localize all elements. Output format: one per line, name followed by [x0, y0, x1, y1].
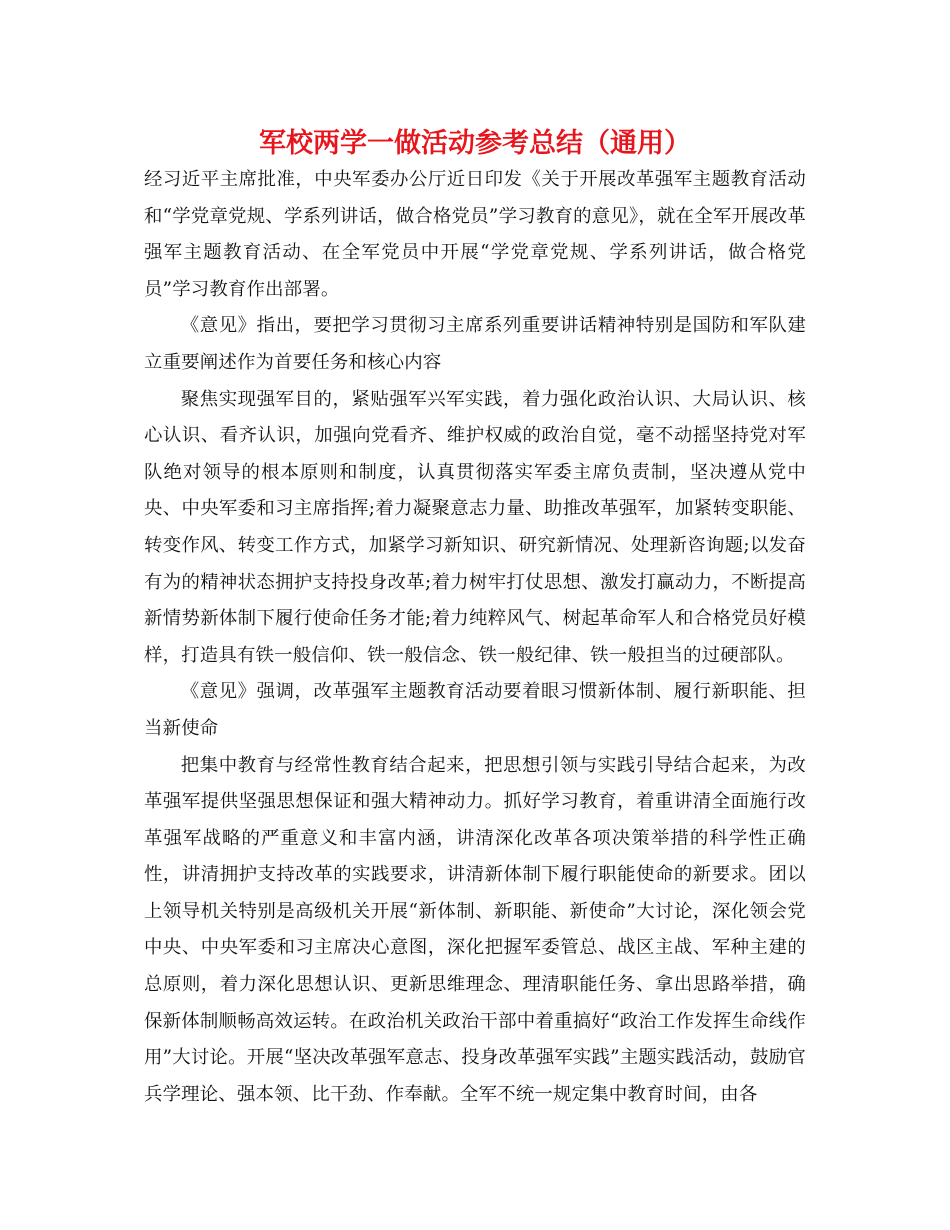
paragraph-opinion-emphasis: 《意见》强调，改革强军主题教育活动要着眼习惯新体制、履行新职能、担当新使命	[144, 681, 806, 739]
paragraph-focus-goals: 聚焦实现强军目的，紧贴强军兴军实践，着力强化政治认识、大局认识、核心认识、看齐认识，加强向党看齐、维护权威的政治自觉，毫不动摇坚持党对军队绝对领导的根本原则和制度，认真贯彻落实军委主席负责制，坚决遵从党中央、中央军委和习主席指挥;着力凝聚意志力量、助推改革强军，加紧转变职能、转变作风、转变工作方式，加紧学习新知识、研究新情况、处理新咨询题;以发奋有为的精神状态拥护支持投身改革;着力树牢打仗思想、激发打赢动力，不断提高新情势新体制下履行使命任务才能;着力纯粹风气、树起革命军人和合格党员好模样，打造具有铁一般信仰、铁一般信念、铁一般纪律、铁一般担当的过硬部队。	[144, 388, 806, 666]
paragraph-intro: 经习近平主席批准，中央军委办公厅近日印发《关于开展改革强军主题教育活动和“学党章党规、学系列讲话，做合格党员”学习教育的意见》，就在全军开展改革强军主题教育活动、在全军党员中开展“学党章党规、学系列讲话，做合格党员”学习教育作出部署。	[144, 169, 806, 300]
paragraph-opinion-points: 《意见》指出，要把学习贯彻习主席系列重要讲话精神特别是国防和军队建立重要阐述作为首要任务和核心内容	[144, 315, 806, 373]
document-body	[144, 162, 806, 1113]
document-title: 军校两学一做活动参考总结（通用）	[259, 128, 691, 159]
paragraph-education-combine: 把集中教育与经常性教育结合起来，把思想引领与实践引导结合起来，为改革强军提供坚强思想保证和强大精神动力。抓好学习教育，着重讲清全面施行改革强军战略的严重意义和丰富内涵，讲清深化改革各项决策举措的科学性正确性，讲清拥护支持改革的实践要求，讲清新体制下履行职能使命的新要求。团以上领导机关特别是高级机关开展“新体制、新职能、新使命”大讨论，深化领会党中央、中央军委和习主席决心意图，深化把握军委管总、战区主战、军种主建的总原则，着力深化思想认识、更新思维理念、理清职能任务、拿出思路举措，确保新体制顺畅高效运转。在政治机关政治干部中着重搞好“政治工作发挥生命线作用”大讨论。开展“坚决改革强军意志、投身改革强军实践”主题实践活动，鼓励官兵学理论、强本领、比干劲、作奉献。全军不统一规定集中教育时间，由各	[144, 754, 806, 1105]
